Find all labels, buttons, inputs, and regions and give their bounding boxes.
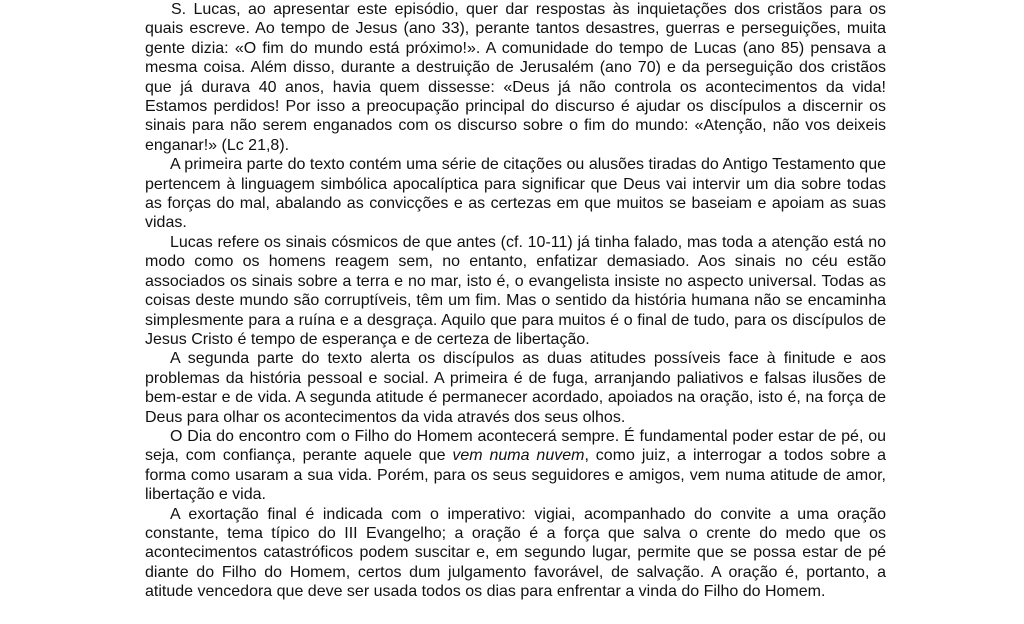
paragraph-5-text-end: , como juiz, a interrogar a todos sobre a forma como usaram a sua vida. Porém, para os seus seguidores e amigos, vem numa atitude de amor, libertação e vida. — [145, 447, 887, 504]
paragraph-2 — [145, 155, 886, 233]
paragraph-5 — [145, 427, 886, 505]
paragraph-2-text: A primeira parte do texto contém uma série de citações ou alusões tiradas do Antigo Testamento que pertencem à linguagem simbólica apocalíptica para significar que Deus vai intervir um dia sobre todas as forças do mal, abalando as convicções e as certezas em que muitos se baseiam e apoiam as suas vidas. — [145, 156, 886, 232]
paragraph-6 — [145, 505, 886, 602]
paragraph-3-text: Lucas refere os sinais cósmicos de que antes (cf. 10-11) já tinha falado, mas toda a atenção está no modo como os homens reagem sem, no entanto, enfatizar demasiado. Aos sinais no céu estão associados os sinais sobre a terra e no mar, isto é, o evangelista insiste no aspecto universal. Todas as coisas deste mundo são corruptíveis, têm um fim. Mas o sentido da história humana não se encaminha simplesmente para a ruína e a desgraça. Aquilo que para muitos é o final de tudo, para os discípulos de Jesus Cristo é tempo de esperança e de certeza de libertação. — [145, 233, 886, 348]
paragraph-6-text: A exortação final é indicada com o imperativo: vigiai, acompanhado do convite a uma oração constante, tema típico do III Evangelho; a oração é a força que salva o crente do medo que os acontecimentos catastróficos podem suscitar e, em segundo lugar, permite que se possa estar de pé diante do Filho do Homem, certos dum julgamento favorável, de salvação. A oração é, portanto, a atitude vencedora que deve ser usada todos os dias para enfrentar a vinda do Filho do Homem. — [145, 505, 886, 601]
paragraph-1 — [145, 0, 886, 155]
paragraph-4 — [145, 349, 886, 427]
paragraph-1-text: S. Lucas, ao apresentar este episódio, quer dar respostas às inquietações dos cristãos para os quais escreve. Ao tempo de Jesus (ano 33), perante tantos desastres, guerras e perseguições, muita gente dizia: «O fim do mundo está próximo!». A comunidade do tempo de Lucas (ano 85) pensava a mesma coisa. Além disso, durante a destruição de Jerusalém (ano 70) e da perseguição dos cristãos que já durava 40 anos, havia quem dissesse: «Deus já não controla os acontecimentos da vida! Estamos perdidos! Por isso a preocupação principal do discurso é ajudar os discípulos a discernir os sinais para não serem enganados com os discurso sobre o fim do mundo: «Atenção, não vos deixeis enganar!» (Lc 21,8). — [145, 1, 886, 154]
document-body — [145, 0, 886, 602]
paragraph-4-text: A segunda parte do texto alerta os discípulos as duas atitudes possíveis face à finitude e aos problemas da história pessoal e social. A primeira é de fuga, arranjando paliativos e falsas ilusões de bem-estar e de vida. A segunda atitude é permanecer acordado, apoiados na oração, isto é, na força de Deus para olhar os acontecimentos da vida através dos seus olhos. — [145, 350, 886, 426]
paragraph-5-text-start: O Dia do encontro com o Filho do Homem acontecerá sempre. É fundamental poder estar de pé, ou seja, com confiança, perante aquele que — [145, 427, 886, 465]
paragraph-5-italic-phrase: vem numa nuvem — [452, 447, 585, 465]
paragraph-3 — [145, 233, 886, 349]
